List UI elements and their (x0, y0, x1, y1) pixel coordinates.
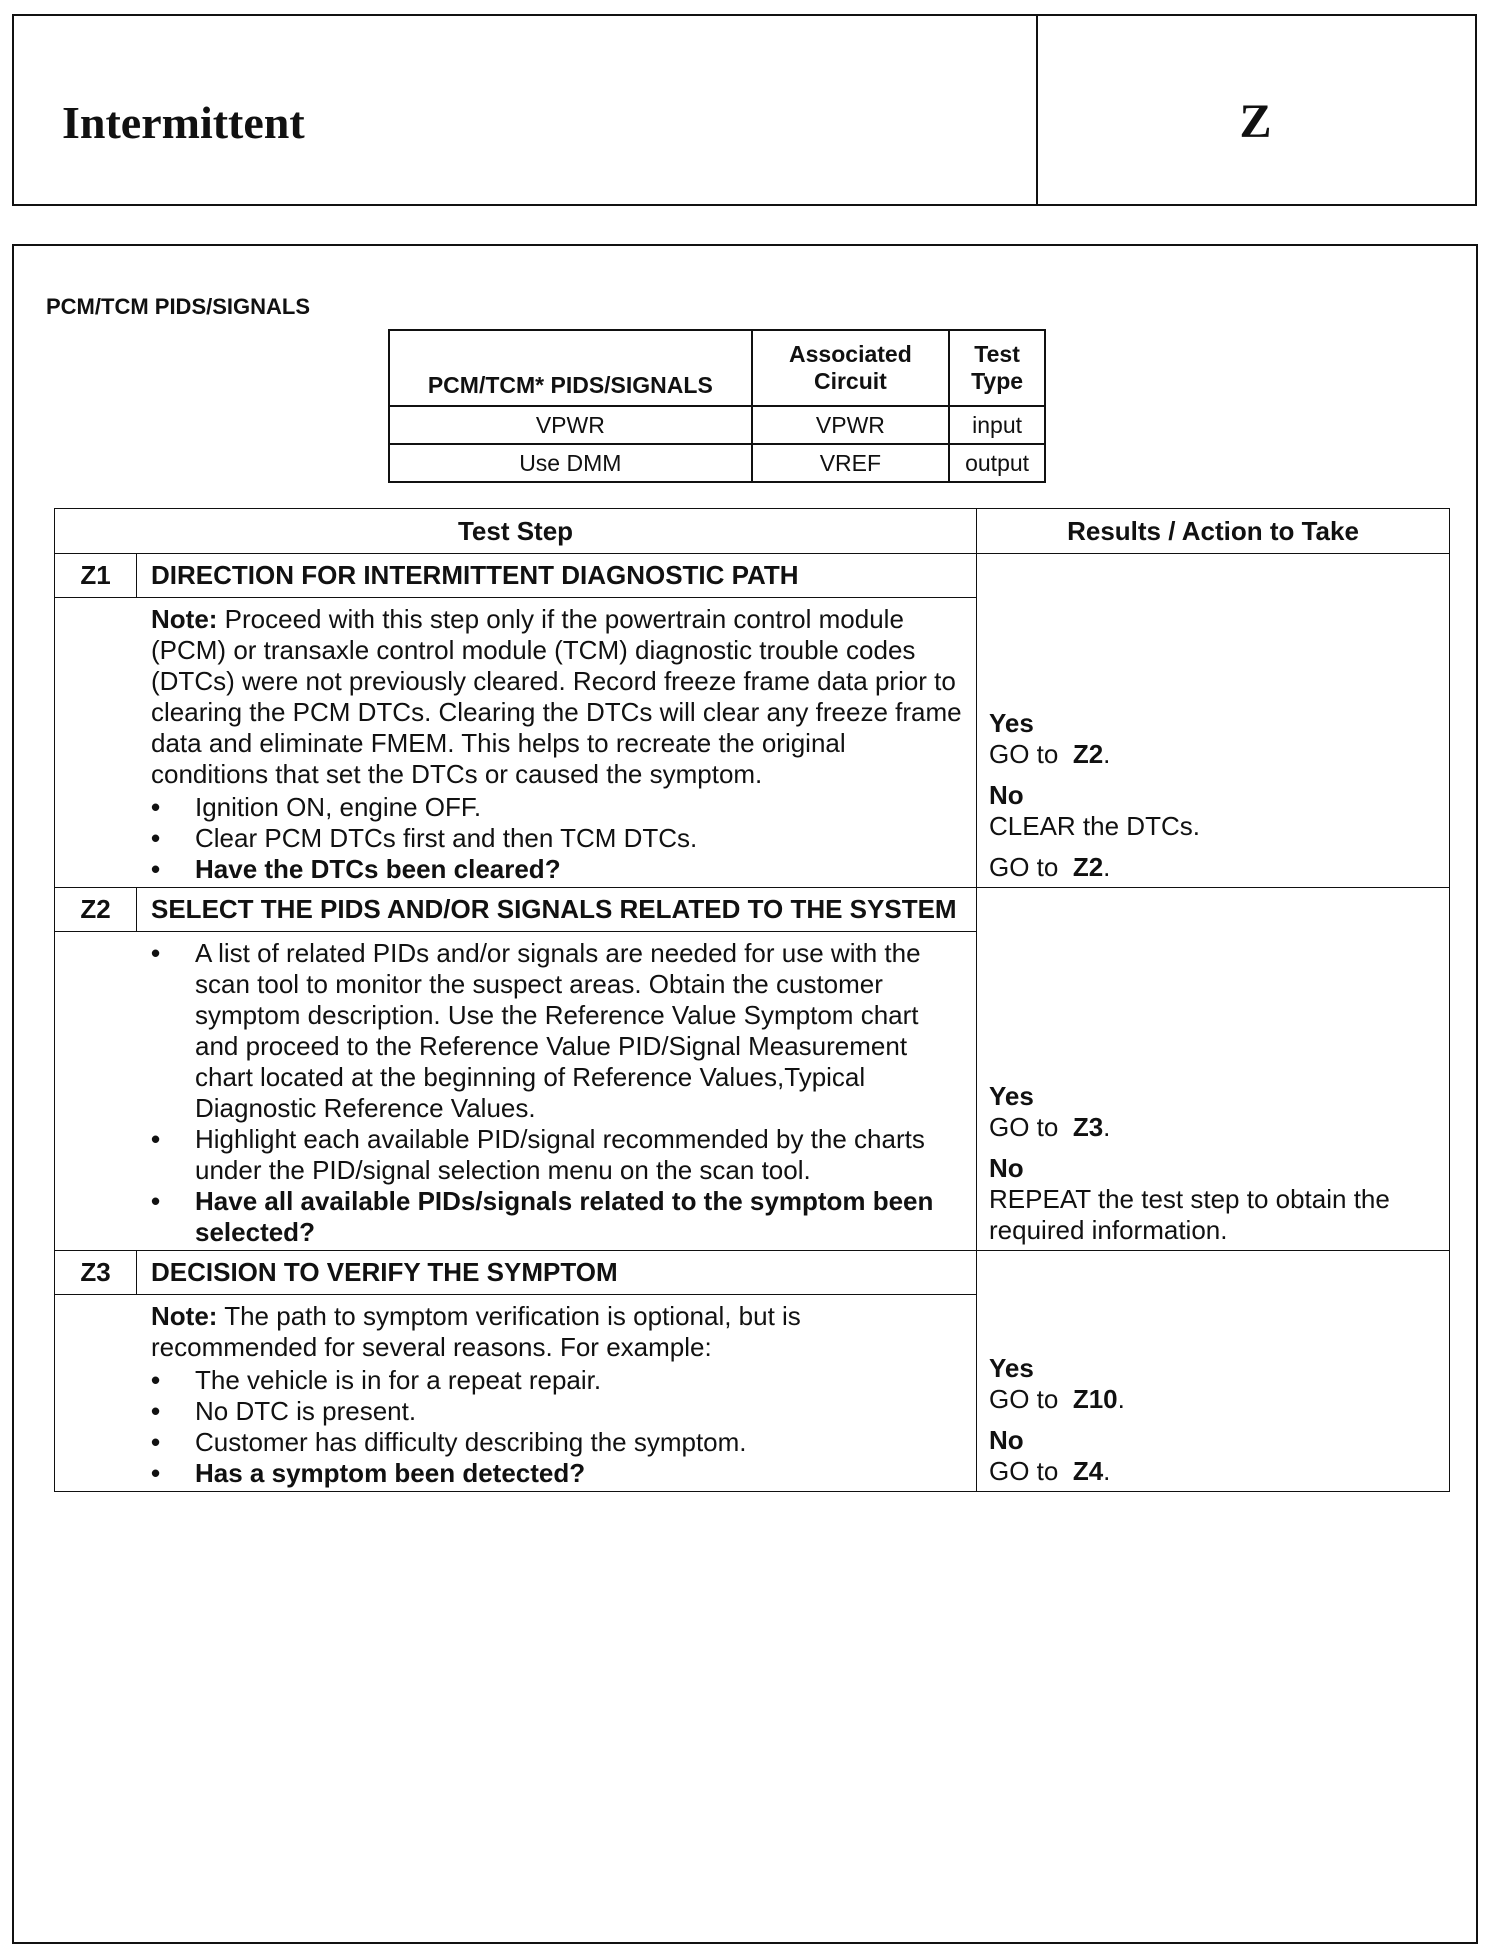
no-action-text: CLEAR the DTCs. (989, 811, 1200, 841)
step-question: • Has a symptom been detected? (151, 1458, 962, 1489)
pid-header-circuit: Associated Circuit (752, 330, 950, 406)
goto-link: Z10 (1072, 1384, 1118, 1414)
step-z1-title-row (55, 554, 1450, 598)
circuit-cell: VPWR (752, 406, 950, 444)
no-label: No (989, 1425, 1024, 1455)
yes-label: Yes (989, 708, 1034, 738)
goto-link: Z3 (1072, 1112, 1104, 1142)
list-item: • Clear PCM DTCs first and then TCM DTCs. (151, 823, 962, 854)
yes-label: Yes (989, 1353, 1034, 1383)
goto-link: Z2 (1072, 739, 1104, 769)
step-bullets (151, 1365, 962, 1489)
pid-cell: VPWR (389, 406, 752, 444)
pid-header-signals: PCM/TCM* PIDS/SIGNALS (389, 330, 752, 406)
list-item: • No DTC is present. (151, 1396, 962, 1427)
no-action: GO to Z4. (989, 1456, 1111, 1486)
step-z2-title-row (55, 888, 1450, 932)
test-type-cell: output (949, 444, 1045, 482)
test-step-table (54, 508, 1450, 1492)
step-note: Note: The path to symptom verification is optional, but is recommended for several reasons. For example: (151, 1301, 801, 1362)
step-title: DIRECTION FOR INTERMITTENT DIAGNOSTIC PATH (137, 554, 977, 598)
list-item: • A list of related PIDs and/or signals are needed for use with the scan tool to monitor the suspect areas. Obtain the customer symptom description. Use the Reference Value Symptom chart and proceed to the Reference Value PID/Signal Measurement chart located at the beginning of Reference Values,Typical Diagnostic Reference Values. (151, 938, 962, 1124)
step-bullets (151, 938, 962, 1248)
step-code: Z3 (55, 1251, 137, 1295)
test-type-cell: input (949, 406, 1045, 444)
yes-action: GO to Z3. (989, 1112, 1111, 1142)
yes-label: Yes (989, 1081, 1034, 1111)
header-box (12, 14, 1477, 206)
test-step-column-header: Test Step (55, 509, 977, 554)
goto-link: Z2 (1072, 852, 1104, 882)
step-body (55, 1295, 977, 1492)
pid-table-header-row (389, 330, 1045, 406)
step-code: Z2 (55, 888, 137, 932)
no-label: No (989, 1153, 1024, 1183)
circuit-cell: VREF (752, 444, 950, 482)
step-bullets (151, 792, 962, 885)
results-column-header: Results / Action to Take (977, 509, 1450, 554)
step-note: Note: Proceed with this step only if the powertrain control module (PCM) or transaxle control module (TCM) diagnostic trouble codes (DTCs) were not previously cleared. Record freeze frame data prior to clearing the PCM DTCs. Clearing the DTCs will clear any freeze frame data and eliminate FMEM. This helps to recreate the original conditions that set the DTCs or caused the symptom. (151, 604, 962, 789)
section-title: PCM/TCM PIDS/SIGNALS (46, 294, 311, 319)
no-label: No (989, 780, 1024, 810)
page-title: Intermittent (62, 97, 305, 148)
goto-link: Z4 (1072, 1456, 1104, 1486)
table-row (389, 406, 1045, 444)
step-z1-results (977, 554, 1450, 888)
step-body (55, 598, 977, 888)
step-z3-title-row (55, 1251, 1450, 1295)
step-z3-results (977, 1251, 1450, 1492)
step-question: • Have the DTCs been cleared? (151, 854, 962, 885)
list-item: • The vehicle is in for a repeat repair. (151, 1365, 962, 1396)
section-code: Z (1239, 95, 1272, 148)
pid-signals-table (388, 329, 1046, 483)
list-item: • Highlight each available PID/signal recommended by the charts under the PID/signal selection menu on the scan tool. (151, 1124, 962, 1186)
yes-action: GO to Z2. (989, 739, 1111, 769)
step-title: DECISION TO VERIFY THE SYMPTOM (137, 1251, 977, 1295)
step-title: SELECT THE PIDS AND/OR SIGNALS RELATED TO THE SYSTEM (137, 888, 977, 932)
table-row (389, 444, 1045, 482)
step-question: • Have all available PIDs/signals related to the symptom been selected? (151, 1186, 962, 1248)
test-step-header-row (55, 509, 1450, 554)
yes-action: GO to Z10. (989, 1384, 1125, 1414)
no-action: GO to Z2. (989, 852, 1111, 882)
pid-cell: Use DMM (389, 444, 752, 482)
pid-header-test-type: Test Type (949, 330, 1045, 406)
step-body (55, 932, 977, 1251)
step-code: Z1 (55, 554, 137, 598)
step-z2-results (977, 888, 1450, 1251)
list-item: • Customer has difficulty describing the symptom. (151, 1427, 962, 1458)
no-action-text: REPEAT the test step to obtain the required information. (989, 1184, 1390, 1245)
list-item: • Ignition ON, engine OFF. (151, 792, 962, 823)
